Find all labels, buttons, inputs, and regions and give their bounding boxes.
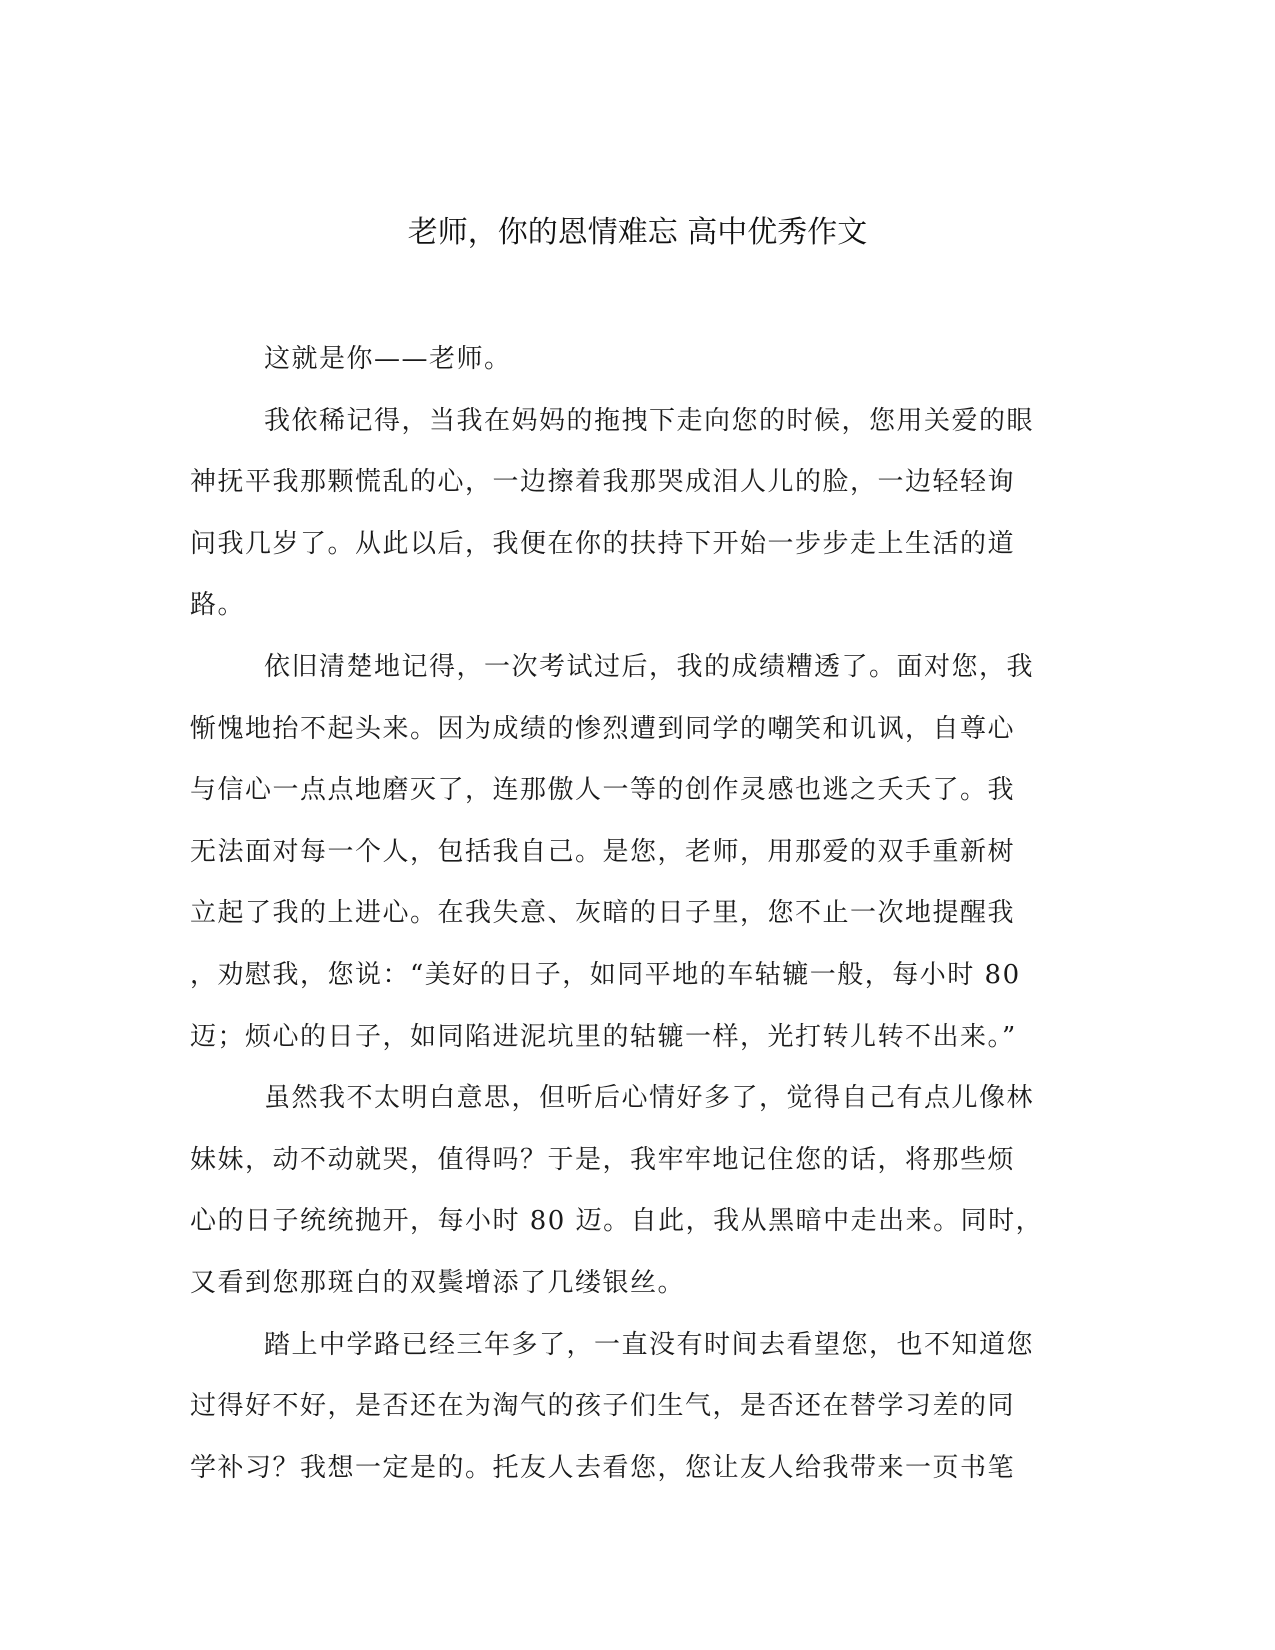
- paragraph-line: 惭愧地抬不起头来。因为成绩的惨烈遭到同学的嘲笑和讥讽，自尊心: [190, 713, 1016, 744]
- paragraph-line: 迈；烦心的日子，如同陷进泥坑里的轱辘一样，光打转儿转不出来。”: [190, 1021, 1017, 1052]
- paragraph-line: 依旧清楚地记得，一次考试过后，我的成绩糟透了。面对您，我: [264, 651, 1035, 682]
- paragraph-4: [190, 1068, 1080, 1314]
- paragraph-line: 这就是你——老师。: [264, 344, 512, 374]
- paragraph-line: 虽然我不太明白意思，但听后心情好多了，觉得自己有点儿像林: [264, 1083, 1035, 1114]
- paragraph-line: 妹妹，动不动就哭，值得吗？于是，我牢牢地记住您的话，将那些烦: [190, 1144, 1016, 1175]
- paragraph-line: 踏上中学路已经三年多了，一直没有时间去看望您，也不知道您: [264, 1329, 1035, 1360]
- paragraph-1: [190, 329, 1080, 391]
- document-title: 老师，你的恩情难忘 高中优秀作文: [407, 215, 868, 250]
- paragraph-line: 心的日子统统抛开，每小时 80 迈。自此，我从黑暗中走出来。同时，: [190, 1206, 1044, 1237]
- paragraph-line: 无法面对每一个人，包括我自己。是您，老师，用那爱的双手重新树: [190, 836, 1016, 867]
- paragraph-5: [190, 1315, 1080, 1500]
- paragraph-line: 立起了我的上进心。在我失意、灰暗的日子里，您不止一次地提醒我: [190, 898, 1016, 929]
- paragraph-line: 与信心一点点地磨灭了，连那傲人一等的创作灵感也逃之夭夭了。我: [190, 775, 1016, 806]
- paragraph-line: 神抚平我那颗慌乱的心，一边擦着我那哭成泪人儿的脸，一边轻轻询: [190, 467, 1016, 498]
- paragraph-line: 路。: [190, 590, 246, 621]
- paragraph-line: ，劝慰我，您说：“美好的日子，如同平地的车轱辘一般，每小时 80: [190, 959, 1021, 990]
- paragraph-line: 又看到您那斑白的双鬓增添了几缕银丝。: [190, 1267, 686, 1298]
- paragraph-3: [190, 637, 1080, 1068]
- document-body: [190, 329, 1080, 1499]
- paragraph-line: 问我几岁了。从此以后，我便在你的扶持下开始一步步走上生活的道: [190, 528, 1016, 559]
- paragraph-line: 学补习？我想一定是的。托友人去看您，您让友人给我带来一页书笔: [190, 1452, 1016, 1483]
- paragraph-2: [190, 391, 1080, 637]
- paragraph-line: 过得好不好，是否还在为淘气的孩子们生气，是否还在替学习差的同: [190, 1391, 1016, 1422]
- paragraph-line: 我依稀记得，当我在妈妈的拖拽下走向您的时候，您用关爱的眼: [264, 405, 1035, 436]
